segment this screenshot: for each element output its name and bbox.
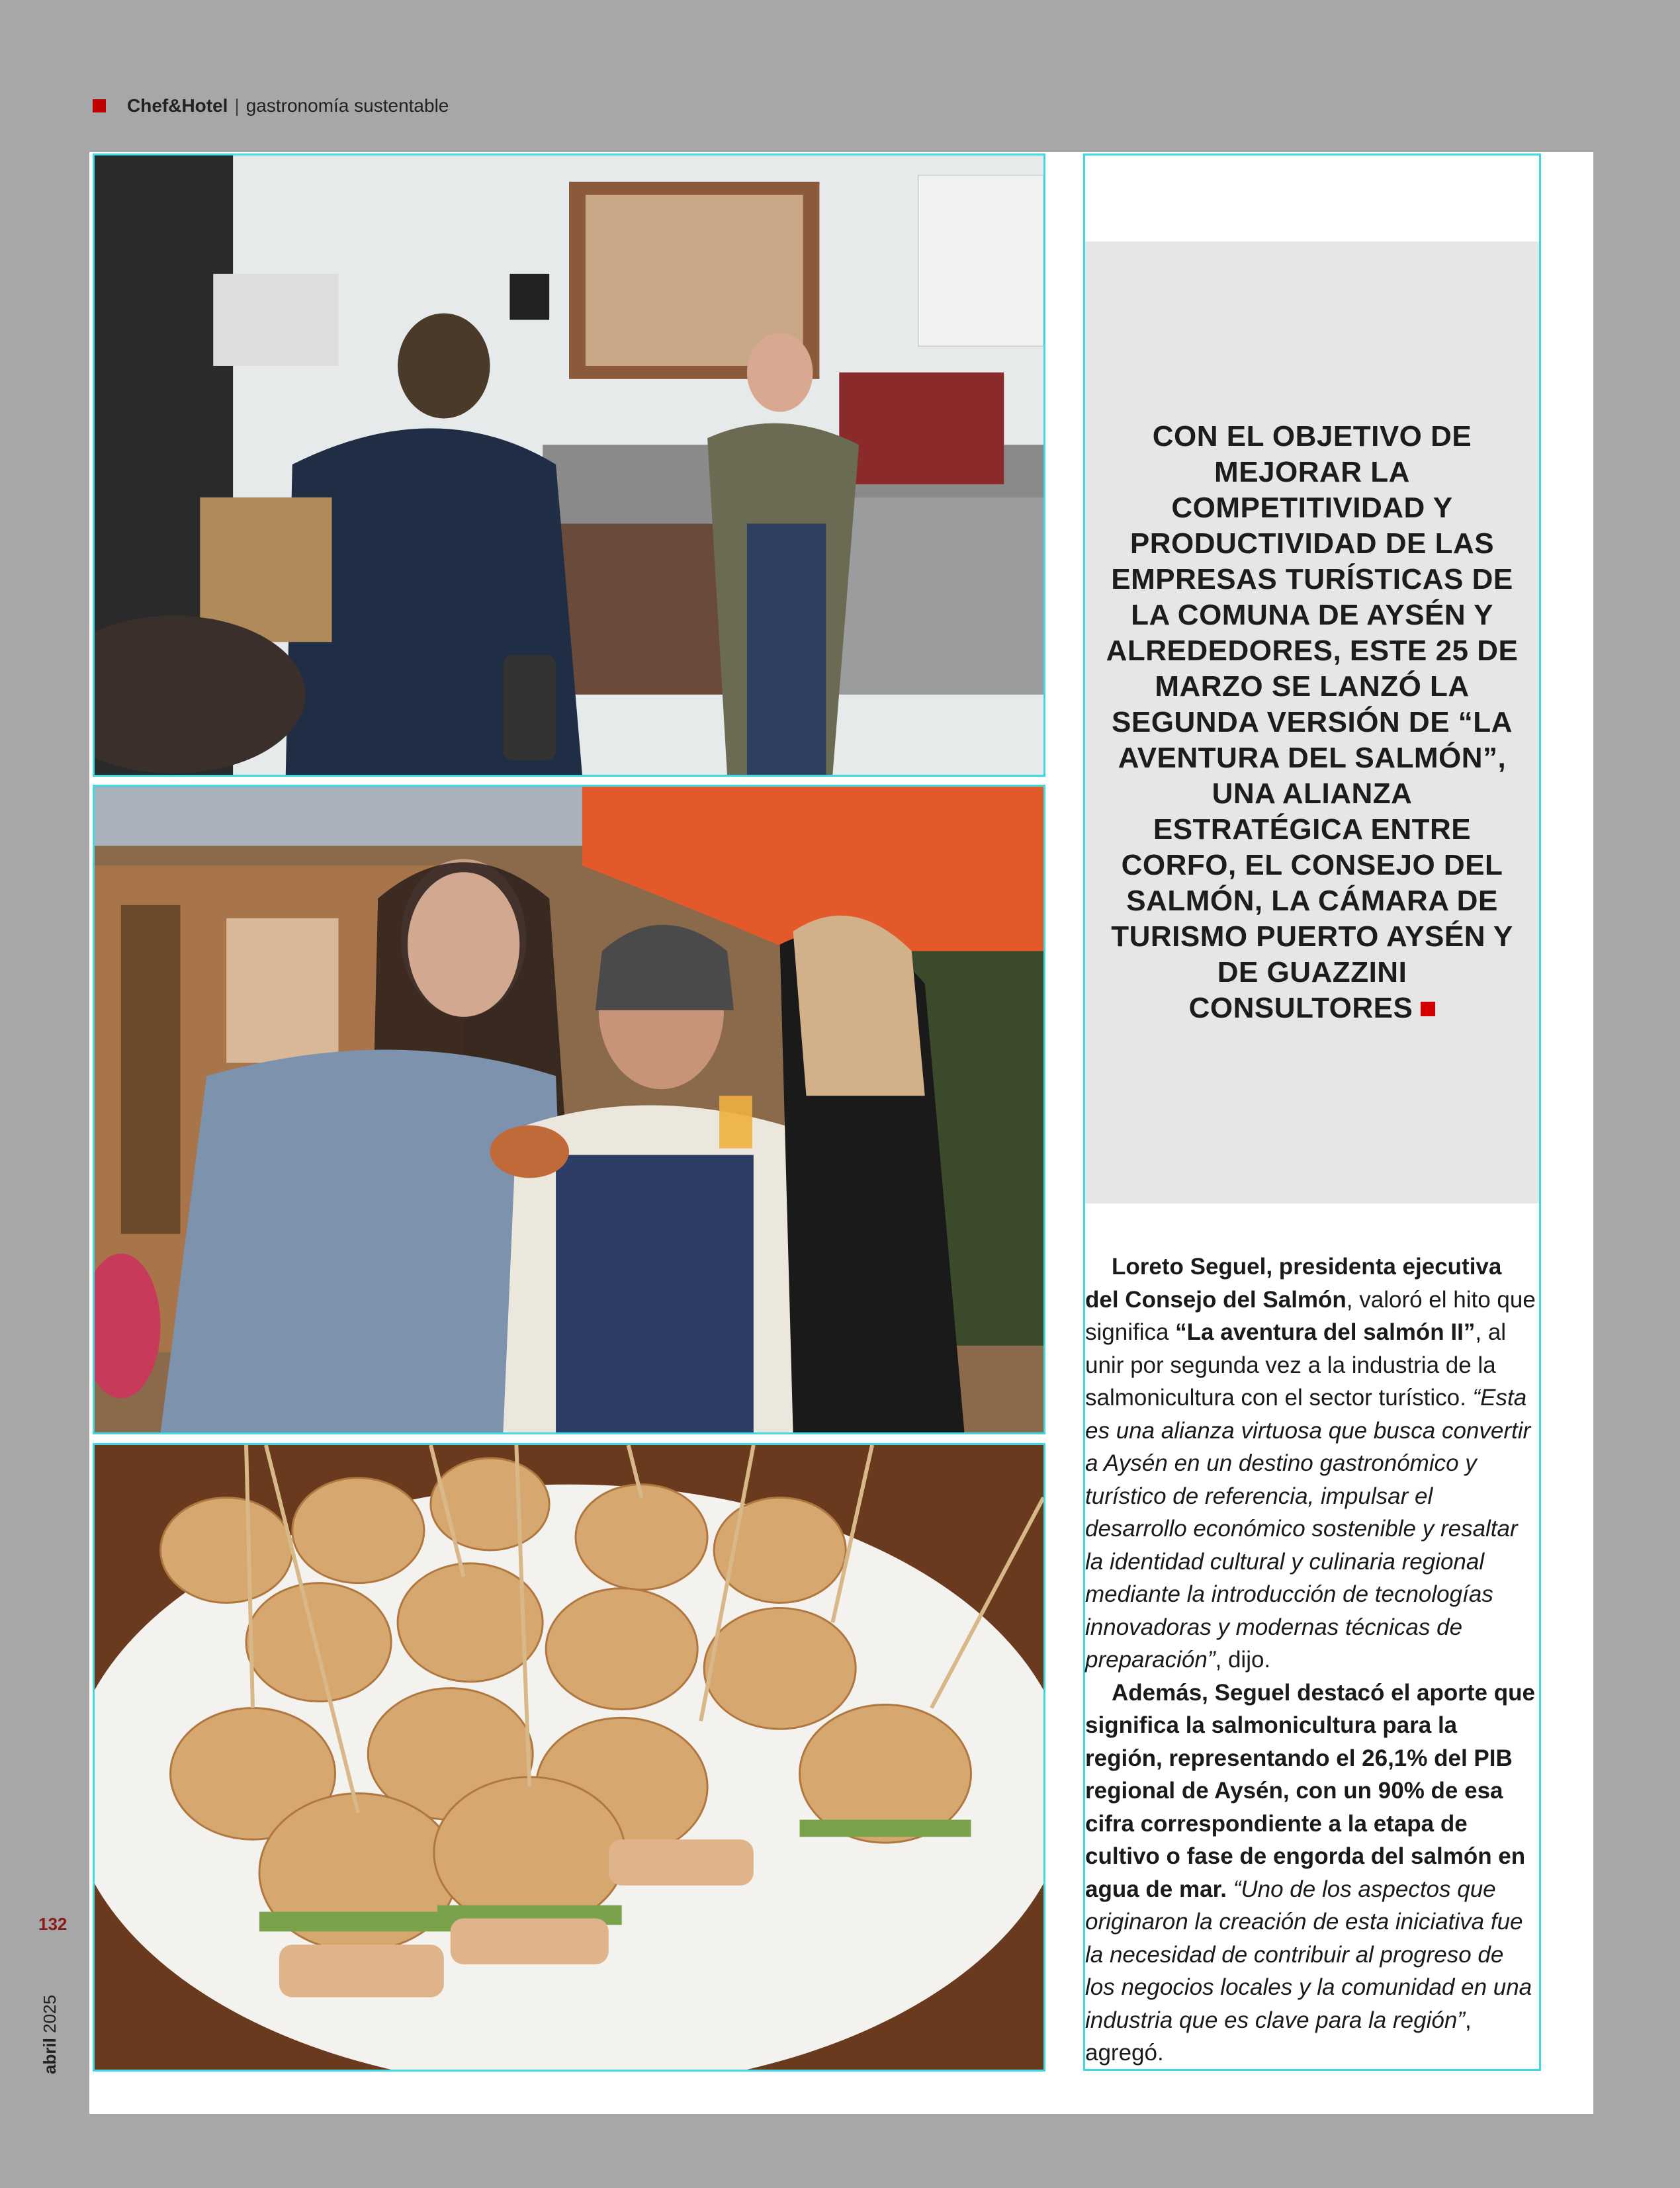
- pull-quote-text: CON EL OBJETIVO DE MEJORAR LA COMPETITIVIDAD Y PRODUCTIVIDAD DE LAS EMPRESAS TURÍSTICAS DE LA COMUNA DE AYSÉN Y ALREDEDORES, ESTE 25 DE MARZO SE LANZÓ LA SEGUNDA VERSIÓN DE “LA AVENTURA DEL SALMÓN”, UNA ALIANZA ESTRATÉGICA ENTRE CORFO, EL CONSEJO DEL SALMÓN, LA CÁMARA DE TURISMO PUERTO AYSÉN Y DE GUAZZINI CONSULTORES: [1106, 420, 1519, 1024]
- page-number: 132: [38, 1914, 67, 1934]
- paragraph-2: [1085, 1677, 1538, 2070]
- running-header: [93, 93, 449, 119]
- p1-quote: “Esta es una alianza virtuosa que busca convertir a Aysén en un destino gastronómico y turístico de referencia, impulsar el desarrollo económico sostenible y resaltar la identidad cultural y culinaria regional mediante la introducción de tecnologías innovadoras y modernas técnicas de preparación”: [1085, 1385, 1531, 1673]
- p1-end: , dijo.: [1215, 1647, 1271, 1673]
- issue-year: 2025: [40, 1995, 60, 2033]
- section-name: gastronomía sustentable: [245, 95, 449, 116]
- p2-quote: “Uno de los aspectos que originaron la creación de esta iniciativa fue la necesidad de contribuir al progreso de los negocios locales y la comunidad en una industria que es clave para la región”: [1085, 1876, 1532, 2033]
- magazine-brand: Chef&Hotel: [127, 95, 228, 116]
- p1-text-2: , al unir por segunda vez a la industria de la salmonicultura con el sector turístico.: [1085, 1319, 1507, 1411]
- article-body: [1085, 1250, 1538, 2070]
- issue-date: [40, 1995, 66, 2079]
- p1-lead-bold: Loreto Seguel, presidenta ejecutiva del Consejo del Salmón: [1085, 1254, 1502, 1313]
- end-of-quote-marker: [1421, 1002, 1435, 1016]
- p2-lead-bold: Además, Seguel destacó el aporte que significa la salmonicultura para la región, representando el 26,1% del PIB regional de Aysén, con un 90% de esa cifra correspondiente a la etapa de cultivo o fase de engorda del salmón en agua de mar.: [1085, 1679, 1535, 1902]
- p2-end: , agregó.: [1085, 2007, 1472, 2066]
- issue-month: abril: [40, 2038, 60, 2074]
- women-tasting-photo: [93, 785, 1045, 1434]
- pull-quote: [1085, 419, 1539, 1026]
- pull-quote-box: [1085, 241, 1539, 1203]
- p1-text-1: , valoró el hito que significa: [1085, 1286, 1536, 1345]
- header-separator: |: [234, 95, 240, 116]
- p1-title-bold: “La aventura del salmón II”: [1175, 1319, 1476, 1345]
- paragraph-1: [1085, 1250, 1538, 1677]
- kitchen-filming-photo: [93, 153, 1045, 777]
- header-marker: [93, 99, 106, 112]
- salmon-sliders-photo: [93, 1443, 1045, 2072]
